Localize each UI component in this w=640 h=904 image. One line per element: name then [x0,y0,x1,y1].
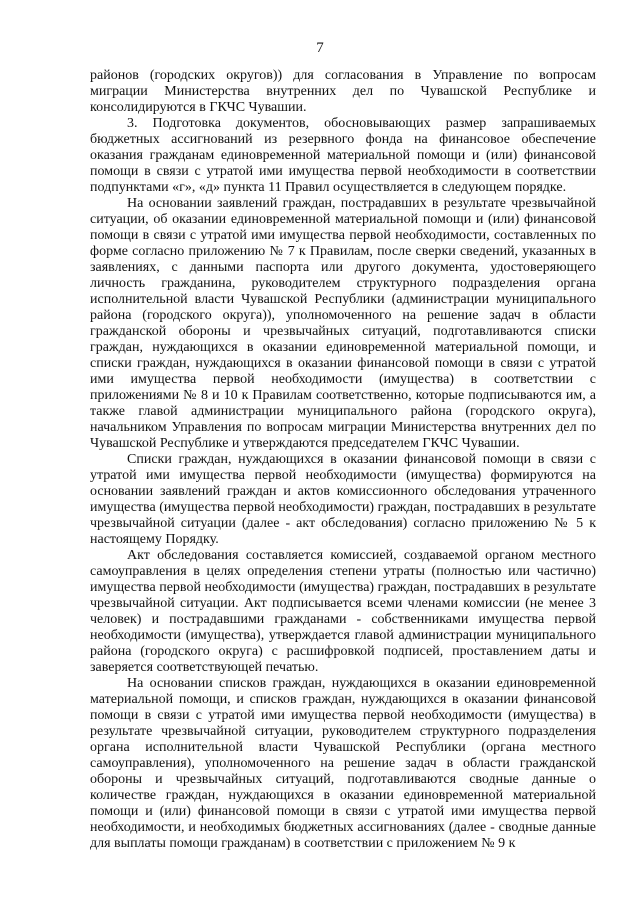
paragraph-section-3: 3. Подготовка документов, обосновывающих размер запрашиваемых бюджетных ассигнований из резервного фонда на финансовое обеспечение оказания гражданам единовременной материальной помощи и (или) финансовой помощи в связи с утратой ими имущества первой необходимости в соответствии подпунктами «г», «д» пункта 11 Правил осуществляется в следующем порядке. [90,116,596,195]
page-number: 7 [316,40,324,56]
document-body [90,68,596,852]
paragraph-financial-lists: Списки граждан, нуждающихся в оказании финансовой помощи в связи с утратой ими имущества первой необходимости (имущества) формируются на основании заявлений граждан и актов комиссионного обследования утраченного имущества (имущества первой необходимости) граждан, пострадавших в результате чрезвычайной ситуации (далее - акт обследования) согласно приложению № 5 к настоящему Порядку. [90,452,596,547]
paragraph-inspection-act: Акт обследования составляется комиссией, создаваемой органом местного самоуправления в целях определения степени утраты (полностью или частично) имущества первой необходимости (имущества) граждан, пострадавших в результате чрезвычайной ситуации. Акт подписывается всеми членами комиссии (не менее 3 человек) и пострадавшими гражданами - собственниками имущества первой необходимости (имущества), утверждается главой администрации муниципального района (городского округа) с расшифровкой подписей, проставлением даты и заверяется соответствующей печатью. [90,548,596,675]
paragraph-summary-data: На основании списков граждан, нуждающихся в оказании единовременной материальной помощи, и списков граждан, нуждающихся в оказании финансовой помощи в связи с утратой ими имущества первой необходимости (имущества) в результате чрезвычайной ситуации, руководителем структурного подразделения органа исполнительной власти Чувашской Республики (органа местного самоуправления), уполномоченного на решение задач в области гражданской обороны и чрезвычайных ситуаций, подготавливаются сводные данные о количестве граждан, нуждающихся в оказании единовременной материальной помощи и (или) финансовой помощи в связи с утратой ими имущества первой необходимости, и необходимых бюджетных ассигнованиях (далее - сводные данные для выплаты помощи гражданам) в соответствии с приложением № 9 к [90,676,596,851]
paragraph-applications: На основании заявлений граждан, пострадавших в результате чрезвычайной ситуации, об оказании единовременной материальной помощи и (или) финансовой помощи в связи с утратой ими имущества первой необходимости, составленных по форме согласно приложению № 7 к Правилам, после сверки сведений, указанных в заявлениях, с данными паспорта или другого документа, удостоверяющего личность гражданина, руководителем структурного подразделения органа исполнительной власти Чувашской Республики (администрации муниципального района (городского округа)), уполномоченного на решение задач в области гражданской обороны и чрезвычайных ситуаций, подготавливаются списки граждан, нуждающихся в оказании единовременной материальной помощи, и списки граждан, нуждающихся в оказании финансовой помощи в связи с утратой ими имущества первой необходимости (имущества) в соответствии с приложениями № 8 и 10 к Правилам соответственно, которые подписываются им, а также главой администрации муниципального района (городского округа), начальником Управления по вопросам миграции Министерства внутренних дел по Чувашской Республике и утверждаются председателем ГКЧС Чувашии. [90,196,596,451]
paragraph-continuation: районов (городских округов)) для согласования в Управление по вопросам миграции Министерства внутренних дел по Чувашской Республике и консолидируются в ГКЧС Чувашии. [90,68,596,115]
